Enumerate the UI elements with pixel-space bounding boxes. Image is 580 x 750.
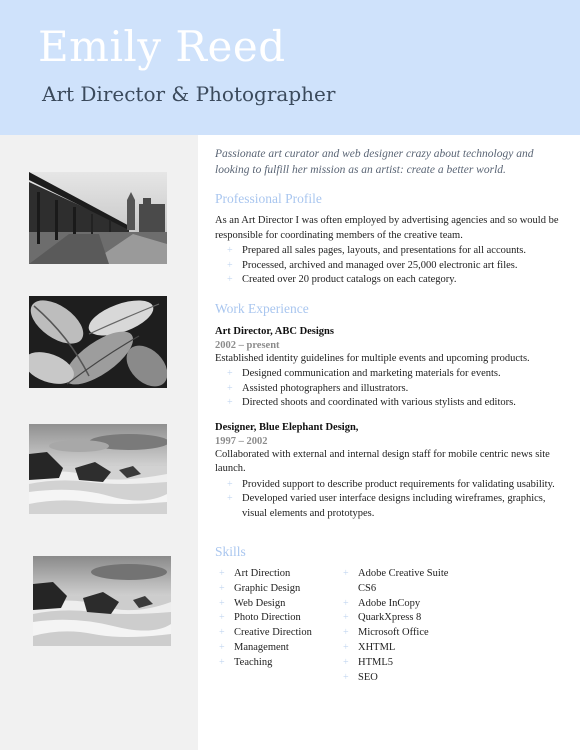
list-item: + XHTML [339,641,463,656]
plus-icon: + [219,656,225,668]
plus-icon: + [343,641,349,653]
list-item: + Microsoft Office [339,626,463,641]
list-item: + Prepared all sales pages, layouts, and presentations for all accounts. [215,244,560,259]
list-item: + Directed shoots and coordinated with various stylists and editors. [215,396,560,411]
plus-icon: + [219,627,225,639]
list-item: + Management [215,641,339,656]
plus-icon: + [343,656,349,668]
photo-leaves [29,296,167,388]
plus-icon: + [227,397,233,408]
plus-icon: + [219,568,225,579]
job-bullets [215,478,560,522]
list-item: + Provided support to describe product requirements for validating usability. [215,478,560,493]
list-item: + Designed communication and marketing materials for events. [215,367,560,382]
list-item: + Graphic Design [215,582,339,597]
job-subtitle: Art Director & Photographer [42,82,336,106]
main-content [215,146,560,685]
plus-icon: + [343,568,349,579]
name-heading: Emily Reed [38,22,286,71]
list-item: + Processed, archived and managed over 25,000 electronic art files. [215,259,560,274]
list-item: + Art Direction [215,567,339,582]
photo-bridge-street [29,172,167,264]
intro-statement: Passionate art curator and web designer crazy about technology and looking to fulfill her mission as an artist: create a better world. [215,148,534,176]
skills-column-2 [339,567,463,685]
job-dates: 1997 – 2002 [215,435,268,447]
plus-icon: + [343,597,349,609]
plus-icon: + [219,612,225,624]
list-item: + Created over 20 product catalogs on each category. [215,273,560,288]
list-item: + Adobe InCopy [339,597,463,612]
section-title-profile: Professional Profile [215,191,322,206]
job-description: Collaborated with external and internal design staff for mobile centric news site launch. [215,448,550,474]
profile-bullets [215,244,560,288]
plus-icon: + [227,274,233,285]
plus-icon: + [219,597,225,609]
plus-icon: + [219,641,225,653]
list-item: + HTML5 [339,656,463,671]
job-dates: 2002 – present [215,339,280,351]
plus-icon: + [219,582,225,594]
section-title-experience: Work Experience [215,300,309,316]
photo-seascape [29,424,167,514]
job-title: Art Director, ABC Designs [215,325,334,337]
profile-text: As an Art Director I was often employed by advertising agencies and so would be responsible for coordinating members of the creative team. [215,215,559,241]
plus-icon: + [227,368,233,379]
list-item: + SEO [339,671,463,686]
job-entry [215,325,560,411]
plus-icon: + [227,245,233,256]
list-item: + Creative Direction [215,626,339,641]
plus-icon: + [343,612,349,624]
list-item: + Photo Direction [215,611,339,626]
job-description: Established identity guidelines for multiple events and upcoming products. [215,352,530,364]
job-title: Designer, Blue Elephant Design, [215,421,359,433]
plus-icon: + [343,671,349,683]
plus-icon: + [343,627,349,639]
list-item: + Developed varied user interface designs including wireframes, graphics, visual elements and prototypes. [227,493,546,519]
job-bullets [215,367,560,411]
list-item: + Assisted photographers and illustrators. [215,382,560,397]
job-entry [215,421,560,522]
list-item: + Adobe Creative Suite CS6 [343,568,449,594]
plus-icon: + [227,478,233,490]
list-item: + Teaching [215,656,339,671]
list-item: + QuarkXpress 8 [339,611,463,626]
list-item: + Web Design [215,597,339,612]
skills-column-1 [215,567,339,685]
plus-icon: + [227,259,233,271]
header-banner [0,0,580,135]
photo-seascape-2 [33,556,171,646]
section-title-skills: Skills [215,544,246,559]
plus-icon: + [227,493,233,504]
skills-list [215,567,560,685]
plus-icon: + [227,382,233,394]
